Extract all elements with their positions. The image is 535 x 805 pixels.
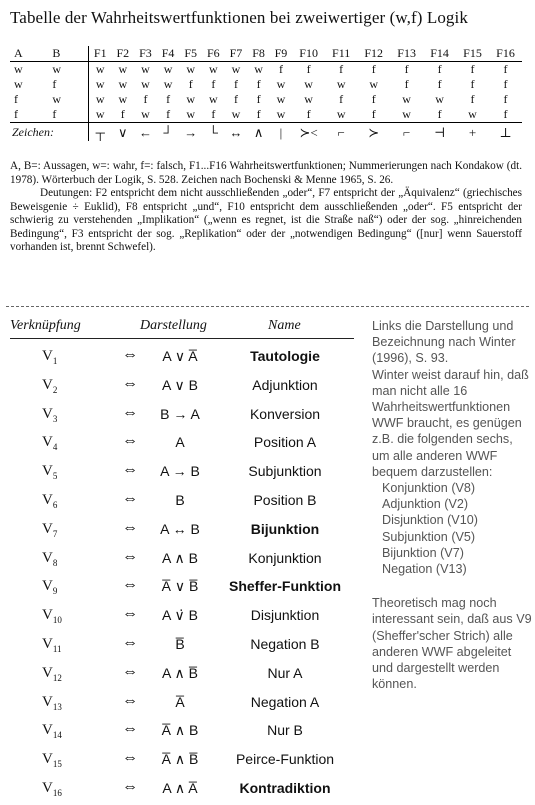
- expression: A ∧ B: [162, 549, 198, 566]
- zeichen-symbol: +: [456, 123, 489, 142]
- truth-table-cell: w: [276, 77, 286, 91]
- truth-table-cell: F5: [179, 46, 202, 62]
- truth-table-cell: w: [14, 77, 23, 91]
- expression: A̅ ∧ B̅: [161, 751, 199, 768]
- table-row: [0, 373, 360, 402]
- truth-table-cell: w: [163, 77, 173, 91]
- truth-table-cell: w: [95, 62, 105, 76]
- zeichen-symbol: ≻: [357, 123, 390, 142]
- expression: A ∨ B: [162, 376, 198, 393]
- truth-table-cell: w: [95, 77, 105, 91]
- list-item: Adjunktion (V2): [382, 497, 469, 512]
- equivalence-arrow-icon: ⇔: [122, 403, 138, 421]
- connective-id: $V_1$: [42, 348, 58, 366]
- function-name: Tautologie: [250, 348, 320, 364]
- connective-id: $V_{12}$: [42, 664, 62, 683]
- function-name: Position A: [253, 434, 317, 451]
- side-paragraph-3: Theoretisch mag noch interessant sein, daß aus V9 (Sheffer'scher Strich) alle anderen WWF abgeleitet und dargestellt werden können.: [372, 596, 532, 692]
- zeichen-symbol: ∨: [112, 123, 134, 142]
- truth-table-cell: A: [10, 46, 48, 62]
- truth-table-cell: w: [209, 62, 218, 76]
- header-rule: [10, 338, 354, 339]
- list-item: Negation (V13): [382, 562, 467, 577]
- table-row: [0, 661, 360, 690]
- truth-table-cell: w: [276, 107, 286, 121]
- equivalence-arrow-icon: ⇔: [122, 461, 138, 479]
- notes-paragraph-2: Deutungen: F2 entspricht dem nicht ausschließenden „oder“, F7 entspricht der „Äquivalenz“ (griechisches Beweisgenie ÷ Euklid), F8 entspricht „und“, F10 entspricht dem ausschließenden „oder“. F5 entspricht der schwierig zu verstehenden „Implikation“ („wenn es regnet, ist die Straße naß“) oder der sog. „hinreichenden Bedingung“, F3 entspricht der sog. „Replikation“ oder der „notwendigen Bedingung“ ([nur] wenn Sauerstoff vorhanden ist, brennt Schwefel).: [10, 187, 522, 253]
- truth-table-cell: F15: [456, 46, 489, 62]
- truth-table-cell: F14: [423, 46, 456, 62]
- equivalence-arrow-icon: ⇔: [122, 490, 138, 507]
- equivalence-arrow-icon: ⇔: [122, 778, 138, 795]
- function-name: Bijunktion: [250, 520, 320, 537]
- truth-table-cell: w: [186, 62, 196, 76]
- expression: A → B: [160, 463, 200, 480]
- truth-table-cell: w: [186, 92, 196, 106]
- connective-id: $V_{16}$: [42, 780, 62, 798]
- table-row: [0, 718, 360, 747]
- expression: B → A: [160, 405, 200, 422]
- function-name: Nur A: [267, 664, 303, 681]
- table-row: [0, 488, 360, 517]
- table-row: [0, 574, 360, 603]
- truth-table-header: [10, 46, 522, 62]
- truth-table-cell: f: [278, 62, 283, 76]
- divider: [6, 306, 529, 307]
- equivalence-arrow-icon: ⇔: [122, 518, 138, 536]
- truth-table-cell: f: [371, 62, 376, 76]
- truth-table-cell: F11: [325, 46, 357, 62]
- truth-table-row: [10, 107, 522, 123]
- truth-table-cell: w: [209, 92, 218, 106]
- table-row: [0, 747, 360, 776]
- connective-id: $V_8$: [42, 549, 58, 568]
- truth-table-cell: w: [118, 77, 128, 91]
- truth-table-cell: w: [435, 92, 444, 106]
- connective-id: $V_{14}$: [42, 722, 62, 741]
- table-row: [0, 690, 360, 719]
- zeichen-symbol: |: [270, 123, 292, 142]
- truth-table-cell: f: [256, 77, 261, 91]
- truth-table-cell: f: [48, 107, 88, 123]
- zeichen-symbol: ∧: [247, 123, 269, 142]
- truth-table-cell: f: [503, 62, 508, 76]
- truth-table-cell: f: [14, 92, 18, 106]
- truth-table-cell: f: [233, 77, 238, 91]
- truth-table-cell: f: [48, 77, 88, 92]
- truth-table-cell: w: [304, 77, 313, 91]
- function-name: Sheffer-Funktion: [229, 578, 341, 595]
- zeichen-symbol: →: [179, 123, 202, 142]
- truth-table-cell: f: [503, 92, 508, 106]
- truth-table-cell: w: [254, 62, 263, 76]
- truth-table-cell: w: [369, 77, 379, 91]
- truth-table-cell: F6: [202, 46, 224, 62]
- expression: A̅ ∨ B̅: [161, 578, 199, 595]
- equivalence-arrow-icon: ⇔: [122, 576, 138, 594]
- function-name: Nur B: [267, 722, 303, 739]
- side-paragraph-1: Links die Darstellung und Bezeichnung nach Winter (1996), S. 93.: [372, 319, 516, 366]
- notes-paragraph-1: A, B=: Aussagen, w=: wahr, f=: falsch, F1...F16 Wahrheitswertfunktionen; Nummerierungen nach Kondakow (dt. 1978). Wörterbuch der Logik, S. 528. Zeichen nach Bochenski & Menne 1965, S. 26.: [10, 160, 522, 186]
- truth-table-cell: f: [14, 107, 18, 121]
- function-name: Konjunktion: [248, 549, 322, 566]
- truth-table-cell: f: [371, 107, 376, 121]
- function-name: Position B: [253, 492, 317, 508]
- truth-table-cell: w: [468, 107, 477, 121]
- zeichen-symbol: ⌐: [390, 123, 423, 142]
- equivalence-arrow-icon: ⇔: [122, 346, 138, 363]
- truth-table-cell: f: [188, 77, 193, 91]
- truth-table-row: [10, 77, 522, 92]
- equivalence-arrow-icon: ⇔: [122, 691, 138, 709]
- equivalence-arrow-icon: ⇔: [122, 634, 138, 651]
- header-verknuepfung: Verknüpfung: [10, 318, 81, 333]
- truth-table-cell: f: [404, 77, 409, 91]
- truth-table-cell: f: [339, 62, 344, 76]
- list-item: Subjunktion (V5): [382, 529, 476, 544]
- table-row: [0, 430, 360, 459]
- truth-table-cell: f: [211, 107, 216, 121]
- truth-table-cell: w: [48, 62, 88, 78]
- zeichen-symbol: ┬: [88, 123, 111, 142]
- side-notes: [372, 318, 532, 692]
- function-name: Negation A: [250, 693, 320, 710]
- truth-table-cell: B: [48, 46, 88, 62]
- truth-table-cell: w: [336, 107, 346, 121]
- function-name: Peirce-Funktion: [235, 751, 335, 768]
- table-row: [0, 344, 360, 373]
- table-row: [0, 546, 360, 575]
- truth-table-row: [10, 92, 522, 107]
- function-name: Konversion: [249, 405, 321, 422]
- truth-table-cell: f: [256, 107, 261, 121]
- truth-table-cell: F12: [357, 46, 390, 62]
- equivalence-arrow-icon: ⇔: [122, 720, 138, 738]
- truth-table-cell: f: [470, 77, 475, 91]
- truth-table-cell: w: [336, 77, 346, 91]
- connective-id: $V_{11}$: [42, 636, 62, 654]
- truth-table-cell: f: [437, 62, 442, 76]
- truth-table-cell: w: [141, 77, 150, 91]
- connective-id: $V_6$: [42, 492, 58, 510]
- equivalence-arrow-icon: ⇔: [122, 374, 138, 392]
- truth-table-row: [10, 62, 522, 78]
- truth-table-cell: F16: [489, 46, 522, 62]
- list-item: Konjunktion (V8): [382, 481, 476, 496]
- truth-table-cell: f: [120, 107, 125, 121]
- truth-table-cell: f: [306, 62, 311, 76]
- zeichen-symbol: ⌐: [325, 123, 357, 142]
- truth-table-cell: w: [402, 107, 411, 121]
- truth-table-cell: f: [166, 107, 171, 121]
- truth-table-cell: f: [503, 107, 508, 121]
- expression: A̅: [175, 693, 185, 710]
- truth-table-cell: f: [404, 62, 409, 76]
- truth-table-cell: f: [211, 77, 216, 91]
- equivalence-arrow-icon: ⇔: [122, 662, 138, 680]
- truth-table-cell: F1: [88, 46, 111, 62]
- truth-table-cell: w: [231, 62, 241, 76]
- table-row: [0, 632, 360, 661]
- function-name: Kontradiktion: [239, 780, 331, 796]
- zeichen-symbol: ⊥: [489, 123, 522, 142]
- expression: A ↔ B: [160, 520, 200, 537]
- truth-table-cell: F7: [225, 46, 248, 62]
- truth-table-cell: f: [470, 62, 475, 76]
- function-name: Negation B: [250, 636, 320, 652]
- truth-table-cell: w: [48, 92, 88, 107]
- truth-table-cell: f: [166, 92, 171, 106]
- connective-id: $V_{13}$: [42, 693, 62, 712]
- truth-table-cell: F4: [157, 46, 179, 62]
- truth-table-cell: f: [143, 92, 148, 106]
- expression: A: [175, 434, 185, 451]
- truth-table-cell: F8: [247, 46, 269, 62]
- truth-table-cell: f: [233, 92, 238, 106]
- table-row: [0, 459, 360, 488]
- expression: B̅: [175, 636, 185, 652]
- truth-table-cell: f: [256, 92, 261, 106]
- expression: A̅ ∧ B: [161, 722, 199, 739]
- table-row: [0, 517, 360, 546]
- truth-table-cell: F9: [270, 46, 292, 62]
- header-name: Name: [268, 318, 301, 333]
- function-name: Adjunktion: [252, 376, 318, 393]
- table-row: [0, 402, 360, 431]
- header-darstellung: Darstellung: [140, 318, 207, 333]
- connective-id: $V_4$: [42, 434, 58, 453]
- truth-table-cell: w: [304, 92, 313, 106]
- zeichen-label: Zeichen:: [10, 123, 88, 142]
- connective-id: $V_5$: [42, 463, 58, 482]
- zeichen-symbol: ↔: [225, 123, 248, 142]
- truth-table-cell: w: [276, 92, 286, 106]
- equivalence-arrow-icon: ⇔: [122, 432, 138, 450]
- truth-table-cell: w: [95, 107, 105, 121]
- truth-table-cell: w: [231, 107, 241, 121]
- function-name: Disjunktion: [250, 607, 320, 624]
- zeichen-row: [10, 123, 522, 142]
- connective-id: $V_{15}$: [42, 751, 62, 770]
- truth-table-cell: F10: [292, 46, 325, 62]
- truth-table-cell: F3: [134, 46, 157, 62]
- truth-table-cell: w: [163, 62, 173, 76]
- truth-table-cell: w: [118, 62, 128, 76]
- lower-table: [0, 314, 360, 798]
- truth-table-cell: f: [437, 107, 442, 121]
- side-paragraph-2: Winter weist darauf hin, daß man nicht alle 16 Wahrheitswertfunktionen WWF braucht, es genügen z.B. die folgenden sechs, um alle anderen WWF bequem darzustellen:: [372, 367, 529, 479]
- expression: B: [175, 492, 185, 508]
- zeichen-symbol: ┘: [157, 123, 179, 142]
- table-row: [0, 603, 360, 632]
- connective-id: $V_{10}$: [42, 607, 62, 626]
- truth-table: [10, 46, 522, 141]
- truth-table-cell: F13: [390, 46, 423, 62]
- expression: A ∧ B̅: [162, 664, 198, 681]
- connective-id: $V_2$: [42, 376, 58, 395]
- truth-table-cell: w: [14, 62, 23, 76]
- truth-table-cell: w: [141, 107, 150, 121]
- equivalence-arrow-icon: ⇔: [122, 605, 138, 623]
- truth-table-cell: f: [503, 77, 508, 91]
- expression: A ∧ A̅: [162, 780, 198, 796]
- list-item: Disjunktion (V10): [382, 513, 478, 528]
- connective-id: $V_9$: [42, 578, 58, 597]
- truth-table-cell: w: [186, 107, 196, 121]
- truth-table-cell: f: [437, 77, 442, 91]
- list-item: Bijunktion (V7): [382, 545, 464, 560]
- equivalence-arrow-icon: ⇔: [122, 547, 138, 565]
- truth-table-cell: f: [470, 92, 475, 106]
- connective-id: $V_3$: [42, 405, 58, 424]
- truth-table-cell: F2: [112, 46, 134, 62]
- expression: A ∨ A̅: [162, 348, 198, 364]
- page-title: Tabelle der Wahrheitswertfunktionen bei zweiwertiger (w,f) Logik: [10, 8, 468, 27]
- zeichen-symbol: ≻<: [292, 123, 325, 142]
- equivalence-arrow-icon: ⇔: [122, 749, 138, 767]
- connective-id: $V_7$: [42, 520, 58, 539]
- zeichen-symbol: └: [202, 123, 224, 142]
- zeichen-symbol: ⊣: [423, 123, 456, 142]
- truth-table-cell: w: [118, 92, 128, 106]
- function-name: Subjunktion: [248, 463, 322, 480]
- truth-table-cell: f: [371, 92, 376, 106]
- truth-table-cell: f: [339, 92, 344, 106]
- truth-table-cell: w: [95, 92, 105, 106]
- truth-table-cell: f: [306, 107, 311, 121]
- truth-table-cell: w: [402, 92, 411, 106]
- zeichen-symbol: ←: [134, 123, 157, 142]
- notes: [10, 160, 522, 255]
- expression: A ∨̇ B: [162, 607, 198, 624]
- truth-table-cell: w: [141, 62, 150, 76]
- table-row: [0, 776, 360, 805]
